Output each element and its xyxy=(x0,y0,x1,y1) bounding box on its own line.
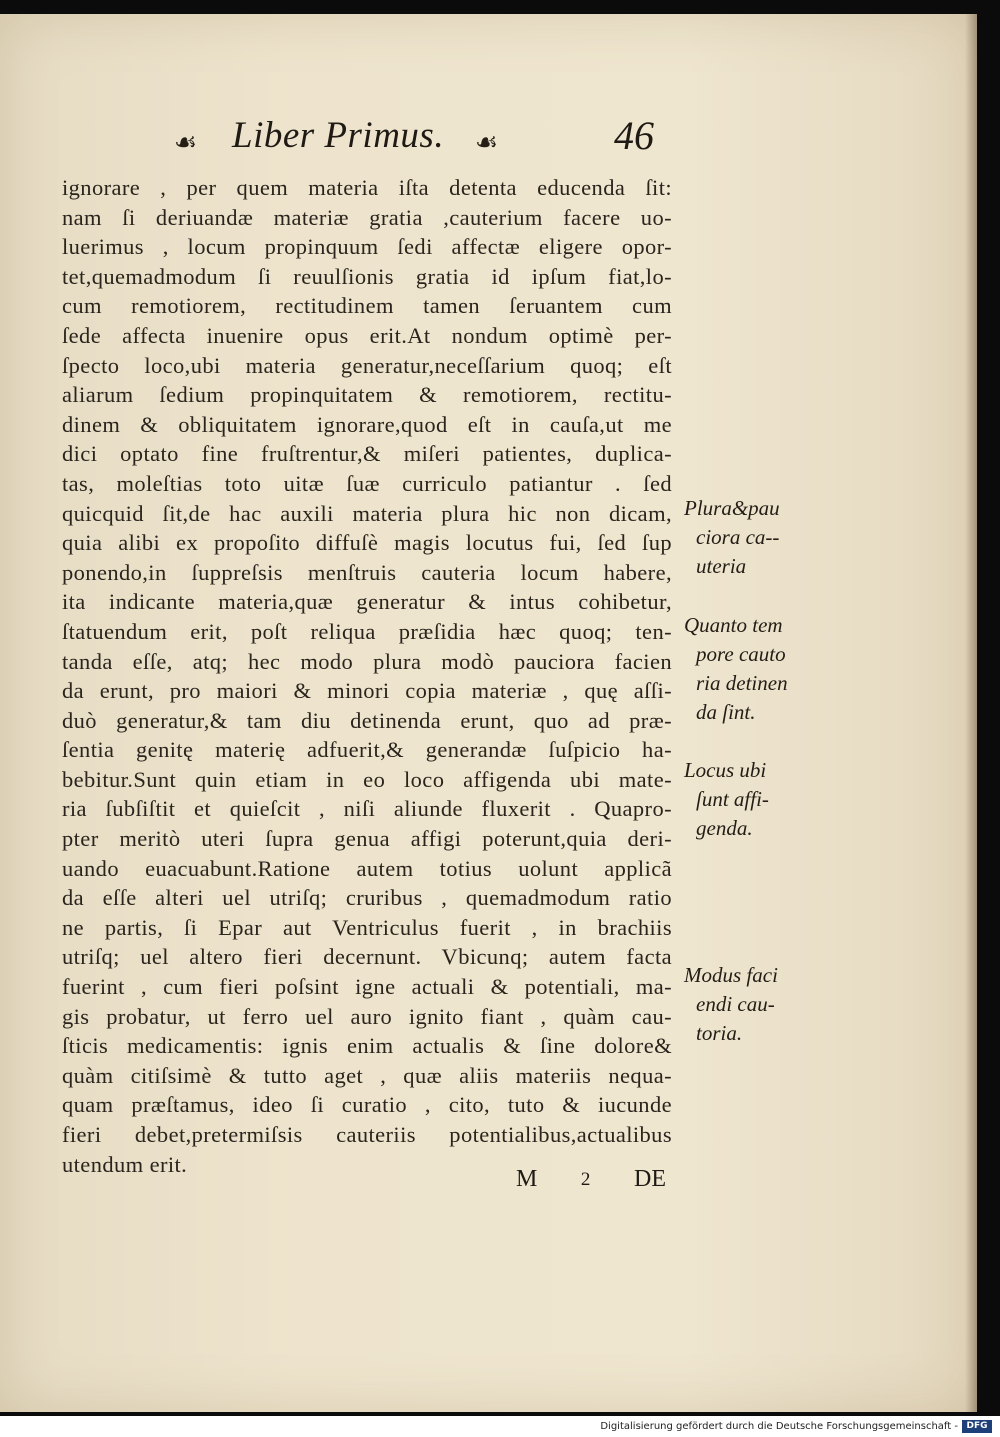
marginal-note-4 xyxy=(684,961,824,1048)
text-line: ſticis medicamentis: ignis enim actualis & ſine dolore& xyxy=(62,1033,672,1059)
marginal-line: toria. xyxy=(696,1021,743,1045)
text-line: nam ſi deriuandæ materiæ gratia ,cauterium facere uo- xyxy=(62,204,672,230)
text-line: quàm citiſsimè & tutto aget , quæ aliis materiis nequa- xyxy=(62,1062,672,1088)
text-line: gis probatur, ut ferro uel auro ignito fiant , quàm cau- xyxy=(62,1003,672,1029)
text-line: pter meritò uteri ſupra genua affigi poterunt,quia deri- xyxy=(62,826,672,852)
marginal-note-1 xyxy=(684,494,824,581)
text-line: ita indicante materia,quæ generatur & intus cohibetur, xyxy=(62,589,672,615)
text-line: ria ſubſiſtit et quieſcit , niſi aliunde fluxerit . Quapro- xyxy=(62,796,672,822)
marginal-line: ſunt affi- xyxy=(696,787,769,811)
page-number: 46 xyxy=(614,113,654,158)
marginal-note-2 xyxy=(684,611,824,727)
page-edge-shadow xyxy=(965,14,977,1412)
text-line: ne partis, ſi Epar aut Ventriculus fuerit , in brachiis xyxy=(62,914,672,940)
text-line: quicquid ſit,de hac auxili materia plura hic non dicam, xyxy=(62,500,672,526)
text-line: da erunt, pro maiori & minori copia materiæ , quę aſſi- xyxy=(62,678,672,704)
marginal-line: pore cauto xyxy=(696,642,786,666)
catchword: DE xyxy=(634,1166,666,1192)
fleuron-right-icon: ☙ xyxy=(475,128,499,158)
text-line: ſentia genitę materię adfuerit,& generandæ ſuſpicio ha- xyxy=(62,737,672,763)
text-line: fieri debet,pretermiſsis cauteriis potentialibus,actualibus xyxy=(62,1122,672,1147)
catchword-line xyxy=(516,1166,666,1193)
funding-credit: Digitalisierung gefördert durch die Deutsche Forschungsgemeinschaft - xyxy=(600,1421,958,1432)
text-line: fuerint , cum fieri poſsint igne actuali & potentiali, ma- xyxy=(62,974,672,1000)
signature-number: 2 xyxy=(580,1169,591,1190)
text-line: ſpecto loco,ubi materia generatur,neceſſarium quoq; eſt xyxy=(62,352,672,378)
text-line: duò generatur,& tam diu detinenda erunt, quo ad præ- xyxy=(62,707,672,733)
page-header xyxy=(170,112,690,172)
text-line: quia alibi ex propoſito diffuſè magis locutus fui, ſed ſup xyxy=(62,530,672,556)
marginal-line: ciora ca-- xyxy=(696,525,780,549)
running-title: Liber Primus. xyxy=(232,115,445,156)
marginal-line: genda. xyxy=(696,816,753,840)
marginal-line: ria detinen xyxy=(696,671,788,695)
text-line: ponendo,in ſuppreſsis menſtruis cauteria locum habere, xyxy=(62,559,672,585)
text-line: tas, moleſtias toto uitæ ſuæ curriculo patiantur . ſed xyxy=(62,470,672,496)
text-line: quam præſtamus, ideo ſi curatio , cito, tuto & iucunde xyxy=(62,1092,672,1118)
marginal-line: Quanto tem xyxy=(684,613,783,637)
digitization-footer xyxy=(0,1418,1000,1437)
text-line: da eſſe alteri uel utriſq; cruribus , quemadmodum ratio xyxy=(62,885,672,911)
fleuron-left-icon: ☙ xyxy=(174,128,198,158)
marginal-line: Locus ubi xyxy=(684,758,767,782)
text-line: dici optato fine fruſtrentur,& miſeri patientes, duplica- xyxy=(62,441,672,467)
text-line: bebitur.Sunt quin etiam in eo loco affigenda ubi mate- xyxy=(62,766,672,792)
text-line: tanda eſſe, atq; hec modo plura modò pauciora facien xyxy=(62,648,672,674)
text-line: utriſq; uel altero fieri decernunt. Vbicunq; autem facta xyxy=(62,944,672,970)
text-line: dinem & obliquitatem ignorare,quod eſt in cauſa,ut me xyxy=(62,411,672,437)
text-line: cum remotiorem, rectitudinem tamen ſeruantem cum xyxy=(62,293,672,319)
marginal-note-3 xyxy=(684,756,824,843)
text-line: luerimus , locum propinquum ſedi affectæ eligere opor- xyxy=(62,234,672,260)
text-line: ſede affecta inuenire opus erit.At nondum optimè per- xyxy=(62,322,672,348)
text-line: uando euacuabunt.Ratione autem totius uolunt applicã xyxy=(62,855,672,881)
marginal-line: Plura&pau xyxy=(684,496,780,520)
marginal-line: uteria xyxy=(696,554,747,578)
text-line: tet,quemadmodum ſi reuulſionis gratia id ipſum fiat,lo- xyxy=(62,263,672,289)
signature-mark: M xyxy=(516,1166,538,1192)
marginal-line: Modus faci xyxy=(684,963,778,987)
text-line: ignorare , per quem materia iſta detenta educenda ſit: xyxy=(62,175,672,200)
text-line: ſtatuendum erit, poſt reliqua præſidia hæc quoq; ten- xyxy=(62,618,672,644)
marginal-line: endi cau- xyxy=(696,992,775,1016)
main-text-block xyxy=(62,173,672,1179)
dfg-logo-icon: DFG xyxy=(962,1420,992,1433)
text-line: aliarum ſedium propinquitatem & remotiorem, rectitu- xyxy=(62,382,672,408)
text-line: utendum erit. xyxy=(62,1151,188,1177)
marginal-line: da ſint. xyxy=(696,700,756,724)
